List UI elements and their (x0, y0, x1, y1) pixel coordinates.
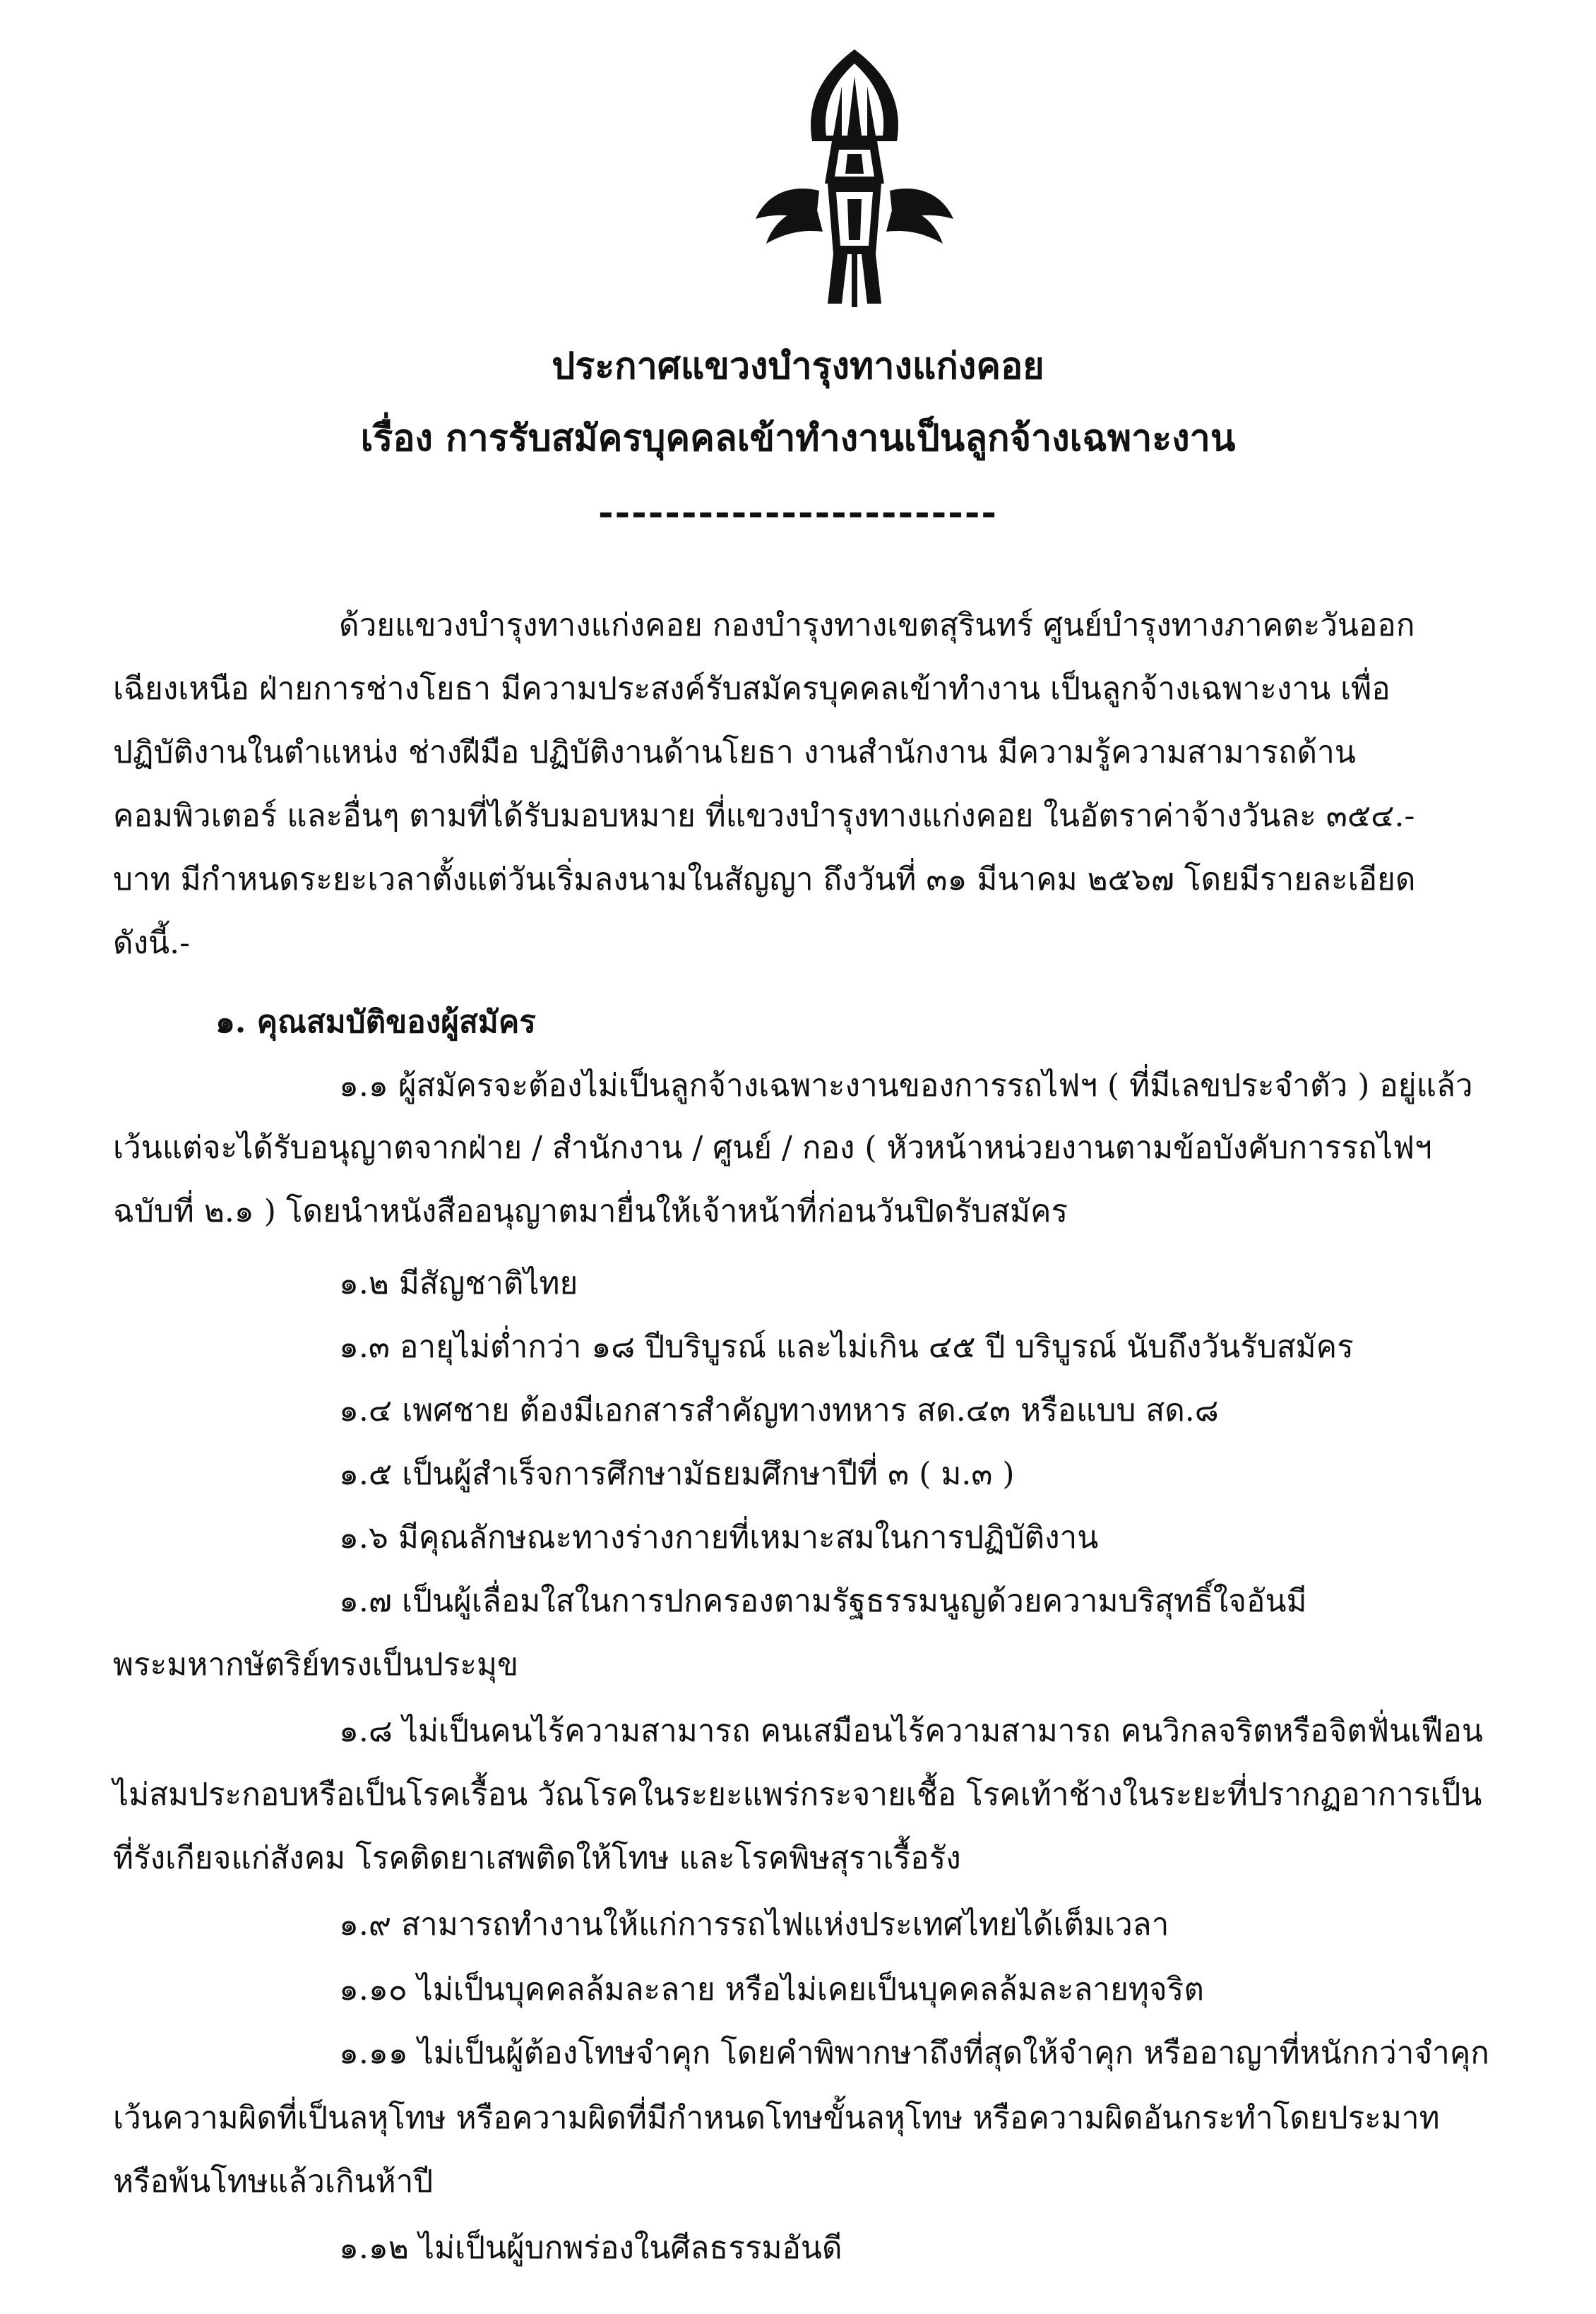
qualification-line: ๑.๑๐ ไม่เป็นบุคคลล้มละลาย หรือไม่เคยเป็นบุคคลล้มละลายทุจริต (339, 1972, 1204, 2008)
qualification-line: ๑.๖ มีคุณลักษณะทางร่างกายที่เหมาะสมในการปฏิบัติงาน (339, 1520, 1099, 1556)
qualification-line: ๑.๓ อายุไม่ต่ำกว่า ๑๘ ปีบริบูรณ์ และไม่เกิน ๔๕ ปี บริบูรณ์ นับถึงวันรับสมัคร (339, 1329, 1354, 1365)
intro-line: ดังนี้.- (113, 925, 190, 961)
qualification-line: ๑.๑๒ ไม่เป็นผู้บกพร่องในศีลธรรมอันดี (339, 2230, 842, 2266)
intro-line: คอมพิวเตอร์ และอื่นๆ ตามที่ได้รับมอบหมาย ที่แขวงบำรุงทางแก่งคอย ในอัตราค่าจ้างวันละ ๓๕๔.- (113, 798, 1415, 834)
announcement-subject: เรื่อง การรับสมัครบุคคลเข้าทำงานเป็นลูกจ้างเฉพาะงาน (360, 417, 1236, 460)
intro-line: ปฏิบัติงานในตำแหน่ง ช่างฝีมือ ปฏิบัติงานด้านโยธา งานสำนักงาน มีความรู้ความสามารถด้าน (113, 734, 1356, 770)
qualification-line: ฉบับที่ ๒.๑ ) โดยนำหนังสืออนุญาตมายื่นให้เจ้าหน้าที่ก่อนวันปิดรับสมัคร (113, 1193, 1068, 1229)
qualification-line: ที่รังเกียจแก่สังคม โรคติดยาเสพติดให้โทษ และโรคพิษสุราเรื้อรัง (113, 1840, 961, 1876)
qualification-line: หรือพ้นโทษแล้วเกินห้าปี (113, 2164, 434, 2200)
qualification-line: ๑.๔ เพศชาย ต้องมีเอกสารสำคัญทางทหาร สด.๔๓ หรือแบบ สด.๘ (339, 1392, 1219, 1429)
section-heading: ๑. คุณสมบัติของผู้สมัคร (215, 1004, 536, 1040)
qualification-line: ๑.๑๑ ไม่เป็นผู้ต้องโทษจำคุก โดยคำพิพากษาถึงที่สุดให้จำคุก หรืออาญาที่หนักกว่าจำคุก (339, 2035, 1489, 2071)
qualification-line: ๑.๑ ผู้สมัครจะต้องไม่เป็นลูกจ้างเฉพาะงานของการรถไฟฯ ( ที่มีเลขประจำตัว ) อยู่แล้ว (339, 1068, 1473, 1104)
intro-line: ด้วยแขวงบำรุงทางแก่งคอย กองบำรุงทางเขตสุรินทร์ ศูนย์บำรุงทางภาคตะวันออก (339, 607, 1415, 643)
qualification-line: ๑.๗ เป็นผู้เลื่อมใสในการปกครองตามรัฐธรรมนูญด้วยความบริสุทธิ์ใจอันมี (339, 1583, 1307, 1619)
title-divider: ------------------------ (598, 491, 998, 534)
announcement-title: ประกาศแขวงบำรุงทางแก่งคอย (552, 345, 1044, 388)
qualification-line: ๑.๒ มีสัญชาติไทย (339, 1265, 578, 1301)
intro-line: บาท มีกำหนดระยะเวลาตั้งแต่วันเริ่มลงนามในสัญญา ถึงวันที่ ๓๑ มีนาคม ๒๕๖๗ โดยมีรายละเอียด (113, 861, 1416, 897)
qualification-line: เว้นแต่จะได้รับอนุญาตจากฝ่าย / สำนักงาน / ศูนย์ / กอง ( หัวหน้าหน่วยงานตามข้อบังคับการรถไฟฯ (113, 1130, 1432, 1166)
qualification-line: ๑.๕ เป็นผู้สำเร็จการศึกษามัธยมศึกษาปีที่ ๓ ( ม.๓ ) (339, 1456, 1015, 1492)
qualification-line: พระมหากษัตริย์ทรงเป็นประมุข (113, 1647, 519, 1683)
intro-line: เฉียงเหนือ ฝ่ายการช่างโยธา มีความประสงค์รับสมัครบุคคลเข้าทำงาน เป็นลูกจ้างเฉพาะงาน เพื่อ (113, 671, 1390, 707)
qualification-line: ๑.๙ สามารถทำงานให้แก่การรถไฟแห่งประเทศไทยได้เต็มเวลา (339, 1907, 1169, 1943)
qualification-line: เว้นความผิดที่เป็นลหุโทษ หรือความผิดที่มีกำหนดโทษขั้นลหุโทษ หรือความผิดอันกระทำโดยประมาท (113, 2100, 1440, 2136)
qualification-line: ๑.๘ ไม่เป็นคนไร้ความสามารถ คนเสมือนไร้ความสามารถ คนวิกลจริตหรือจิตฟั่นเฟือน (339, 1713, 1483, 1749)
qualification-line: ไม่สมประกอบหรือเป็นโรคเรื้อน วัณโรคในระยะแพร่กระจายเชื้อ โรคเท้าช้างในระยะที่ปรากฏอาการเป็น (113, 1777, 1482, 1813)
state-railway-emblem-icon (749, 42, 960, 311)
